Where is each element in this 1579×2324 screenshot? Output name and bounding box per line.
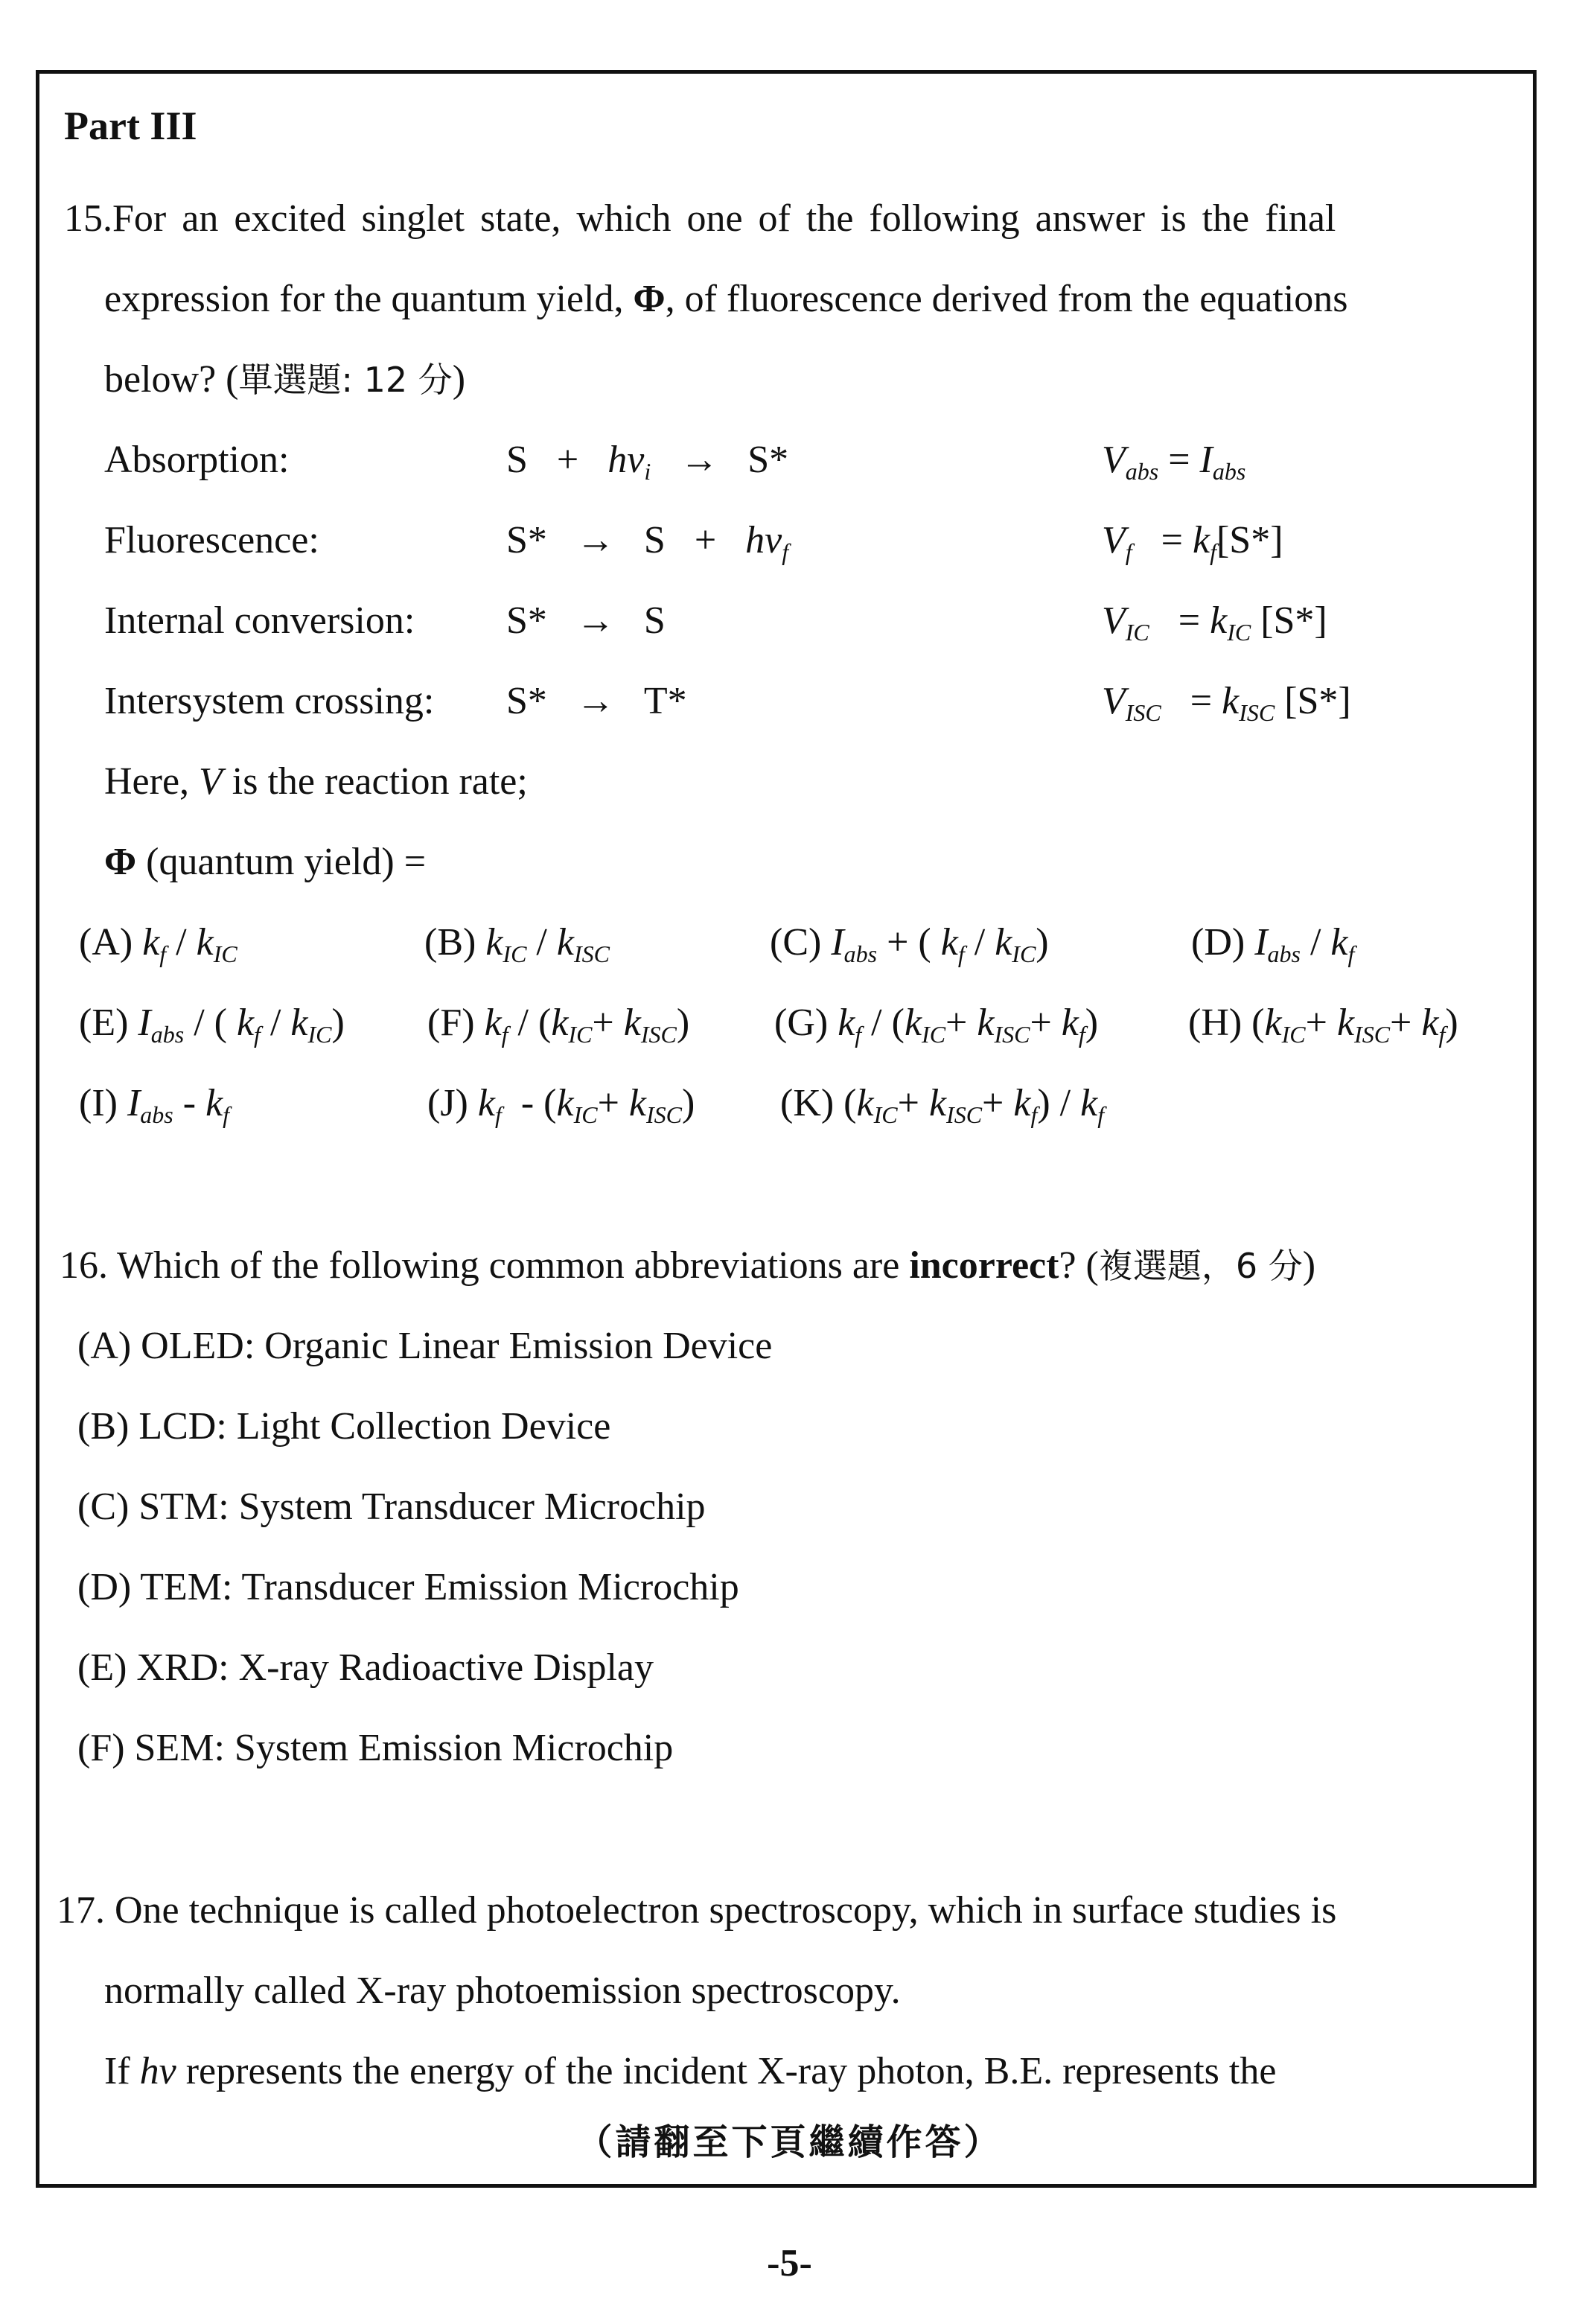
row-ic-label: Internal conversion:	[104, 599, 415, 642]
turn-page-note: （請翻至下頁繼續作答）	[576, 2121, 1003, 2163]
q16-option-a: (A) OLED: Organic Linear Emission Device	[77, 1325, 773, 1367]
page-number: -5-	[767, 2242, 812, 2285]
q15-option-c: (C) $I_{abs}$ + ( $k_f / k_{IC}$)	[770, 921, 1049, 967]
row-fluorescence-rate: $V_f = k_f[S*]$	[1102, 519, 1283, 565]
q15-option-j: (J) $k_f - (k_{IC}+ k_{ISC})$	[427, 1082, 695, 1128]
q16-option-e: (E) XRD: X-ray Radioactive Display	[77, 1646, 654, 1689]
q16-stem: 16. Which of the following common abbreviations are incorrect? (複選題，6 分)	[60, 1244, 1316, 1287]
q16-option-f: (F) SEM: System Emission Microchip	[77, 1727, 674, 1769]
row-absorption-rate: $V_{abs} = I_{abs}$	[1102, 439, 1246, 485]
q16-option-c: (C) STM: System Transducer Microchip	[77, 1486, 706, 1528]
row-ic-eq: S* → S	[506, 599, 666, 642]
row-fluorescence-label: Fluorescence:	[104, 519, 319, 561]
q15-option-h: (H) $(k_{IC}+ k_{ISC}+ k_f)$	[1188, 1002, 1458, 1048]
row-isc-label: Intersystem crossing:	[104, 680, 435, 722]
q15-line3: below? (單選題: 12 分)	[104, 358, 466, 401]
q17-line3: If hv represents the energy of the incident X-ray photon, B.E. represents the	[104, 2050, 1277, 2092]
q17-line2: normally called X-ray photoemission spectroscopy.	[104, 1970, 901, 2012]
q15-here: Here, V is the reaction rate;	[104, 760, 528, 803]
q17-line1: 17. One technique is called photoelectron spectroscopy, which in surface studies is	[57, 1889, 1337, 1932]
row-fluorescence-eq: $S* \to S + h\nu_f$	[506, 519, 789, 565]
q15-line2: expression for the quantum yield, Φ, of fluorescence derived from the equations	[104, 278, 1348, 320]
q16-option-d: (D) TEM: Transducer Emission Microchip	[77, 1566, 739, 1608]
row-isc-eq: S* → T*	[506, 680, 687, 722]
q16-option-b: (B) LCD: Light Collection Device	[77, 1405, 611, 1448]
q15-option-i: (I) $I_{abs} - k_f$	[79, 1082, 230, 1128]
q15-option-g: (G) $k_f / (k_{IC}+ k_{ISC}+ k_f)$	[774, 1002, 1099, 1048]
q15-option-a: (A) $k_f / k_{IC}$	[79, 921, 237, 967]
q15-option-f: (F) $k_f / (k_{IC}+ k_{ISC})$	[427, 1002, 690, 1048]
row-isc-rate: $V_{ISC} = k_{ISC}$ [S*]	[1102, 680, 1351, 726]
q15-phi: Φ (quantum yield) =	[104, 841, 427, 883]
q15-option-e: (E) $I_{abs}$ / ( $k_f / k_{IC}$)	[79, 1002, 345, 1048]
q15-line1: 15.For an excited singlet state, which one of the following answer is the final	[64, 197, 1336, 240]
part-title: Part III	[64, 104, 197, 148]
q15-option-b: (B) $k_{IC} / k_{ISC}$	[424, 921, 610, 967]
q15-option-k: (K) $(k_{IC}+ k_{ISC}+ k_f) / k_f$	[780, 1082, 1105, 1128]
row-absorption-label: Absorption:	[104, 439, 290, 481]
q15-option-d: (D) $I_{abs} / k_f$	[1191, 921, 1355, 967]
row-absorption-eq: $S + h\nu_i \to S*$	[506, 439, 789, 485]
row-ic-rate: $V_{IC} = k_{IC}$ [S*]	[1102, 599, 1327, 646]
